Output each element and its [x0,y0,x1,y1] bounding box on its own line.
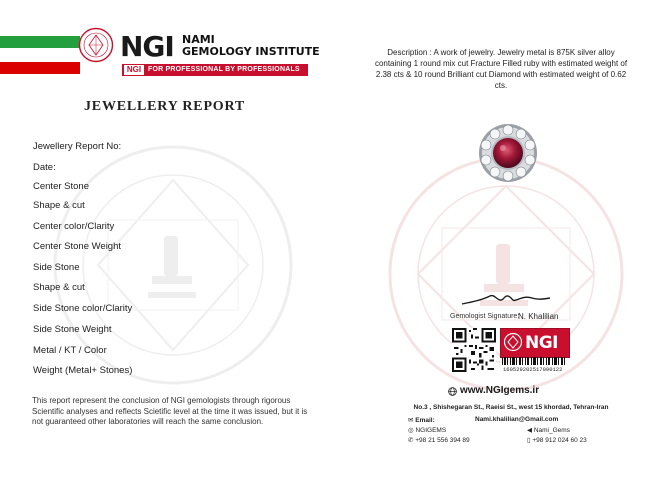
telegram-row [527,426,570,434]
ngi-badge-emblem-icon [503,332,523,352]
tagline-badge: NGI [124,65,144,75]
address-text: No.3 , Shishegaran St., Raeisi St., west 15 khordad, Tehran-Iran [413,404,609,411]
row-label-center-stone: Center Stone [33,181,89,192]
row-label-side-shape-cut: Shape & cut [33,282,85,293]
tagline-text: FOR PROFESSIONAL BY PROFESSIONALS [148,66,300,73]
row-label-center-color-clarity: Center color/Clarity [33,221,115,232]
phone1-row [408,436,470,444]
row-label-report-no: Jewellery Report No: [33,141,122,152]
ngi-badge-text: NGI [525,333,559,353]
row-label-side-stone: Side Stone [33,262,80,273]
instagram-handle[interactable]: NGIGEMS [415,427,447,434]
barcode-number: 160529202517090122 [503,366,563,373]
institute-name-line1: NAMI [182,33,215,46]
telegram-icon: ◀ [527,427,532,434]
phone1-number[interactable]: +98 21 556 394 89 [415,437,470,444]
report-details-table [0,0,330,400]
row-label-side-color-clarity: Side Stone color/Clarity [33,303,133,314]
jewelry-description: Description : A work of jewelry. Jewelry metal is 875K silver alloy containing 1 round mix cut Fracture Filled ruby with estimated weight of 2.38 cts & 10 round Brilliant cut Diamond with estimated weight of 0.62 cts. [374,48,628,90]
row-label-metal: Metal / KT / Color [33,345,107,356]
row-label-shape-cut: Shape & cut [33,200,85,211]
ngi-logo-text: NGI [120,30,174,63]
signature-scribble [460,290,552,308]
disclaimer-text: This report represent the conclusion of NGI gemologists through rigorous Scientific analyses and reflects Scietific level at the time it was issued, but it is not guaranteed other laboratories will reach the same conclusion. [32,396,308,426]
qr-code [452,328,496,372]
email-label: Email: [415,417,435,424]
email-address[interactable]: Nami.khalilian@Gmail.com [475,416,559,423]
row-label-side-weight: Side Stone Weight [33,324,112,335]
row-label-date: Date: [33,162,56,173]
instagram-icon: ◎ [408,427,414,434]
ngi-badge [500,328,570,358]
signature-name: N. Khalilian [518,312,559,321]
telegram-handle[interactable]: Nami_Gems [533,427,570,434]
report-title: JEWELLERY REPORT [84,99,246,114]
email-row [408,416,435,424]
globe-icon [448,387,457,396]
signature-label: Gemologist Signature: [450,313,520,320]
row-label-total-weight: Weight (Metal+ Stones) [33,365,133,376]
institute-name-line2: GEMOLOGY INSTITUTE [182,45,320,58]
row-label-center-weight: Center Stone Weight [33,241,122,252]
ruby-ring-photo-icon [476,122,540,184]
website-link[interactable]: www.NGIgems.ir [460,385,540,396]
phone2-number[interactable]: +98 912 024 60 23 [532,437,587,444]
phone-icon: ✆ [408,437,414,444]
barcode [500,357,568,365]
mobile-icon: ▯ [527,437,531,444]
mail-icon: ✉ [408,417,414,424]
instagram-row [408,426,446,434]
phone2-row [527,436,587,444]
